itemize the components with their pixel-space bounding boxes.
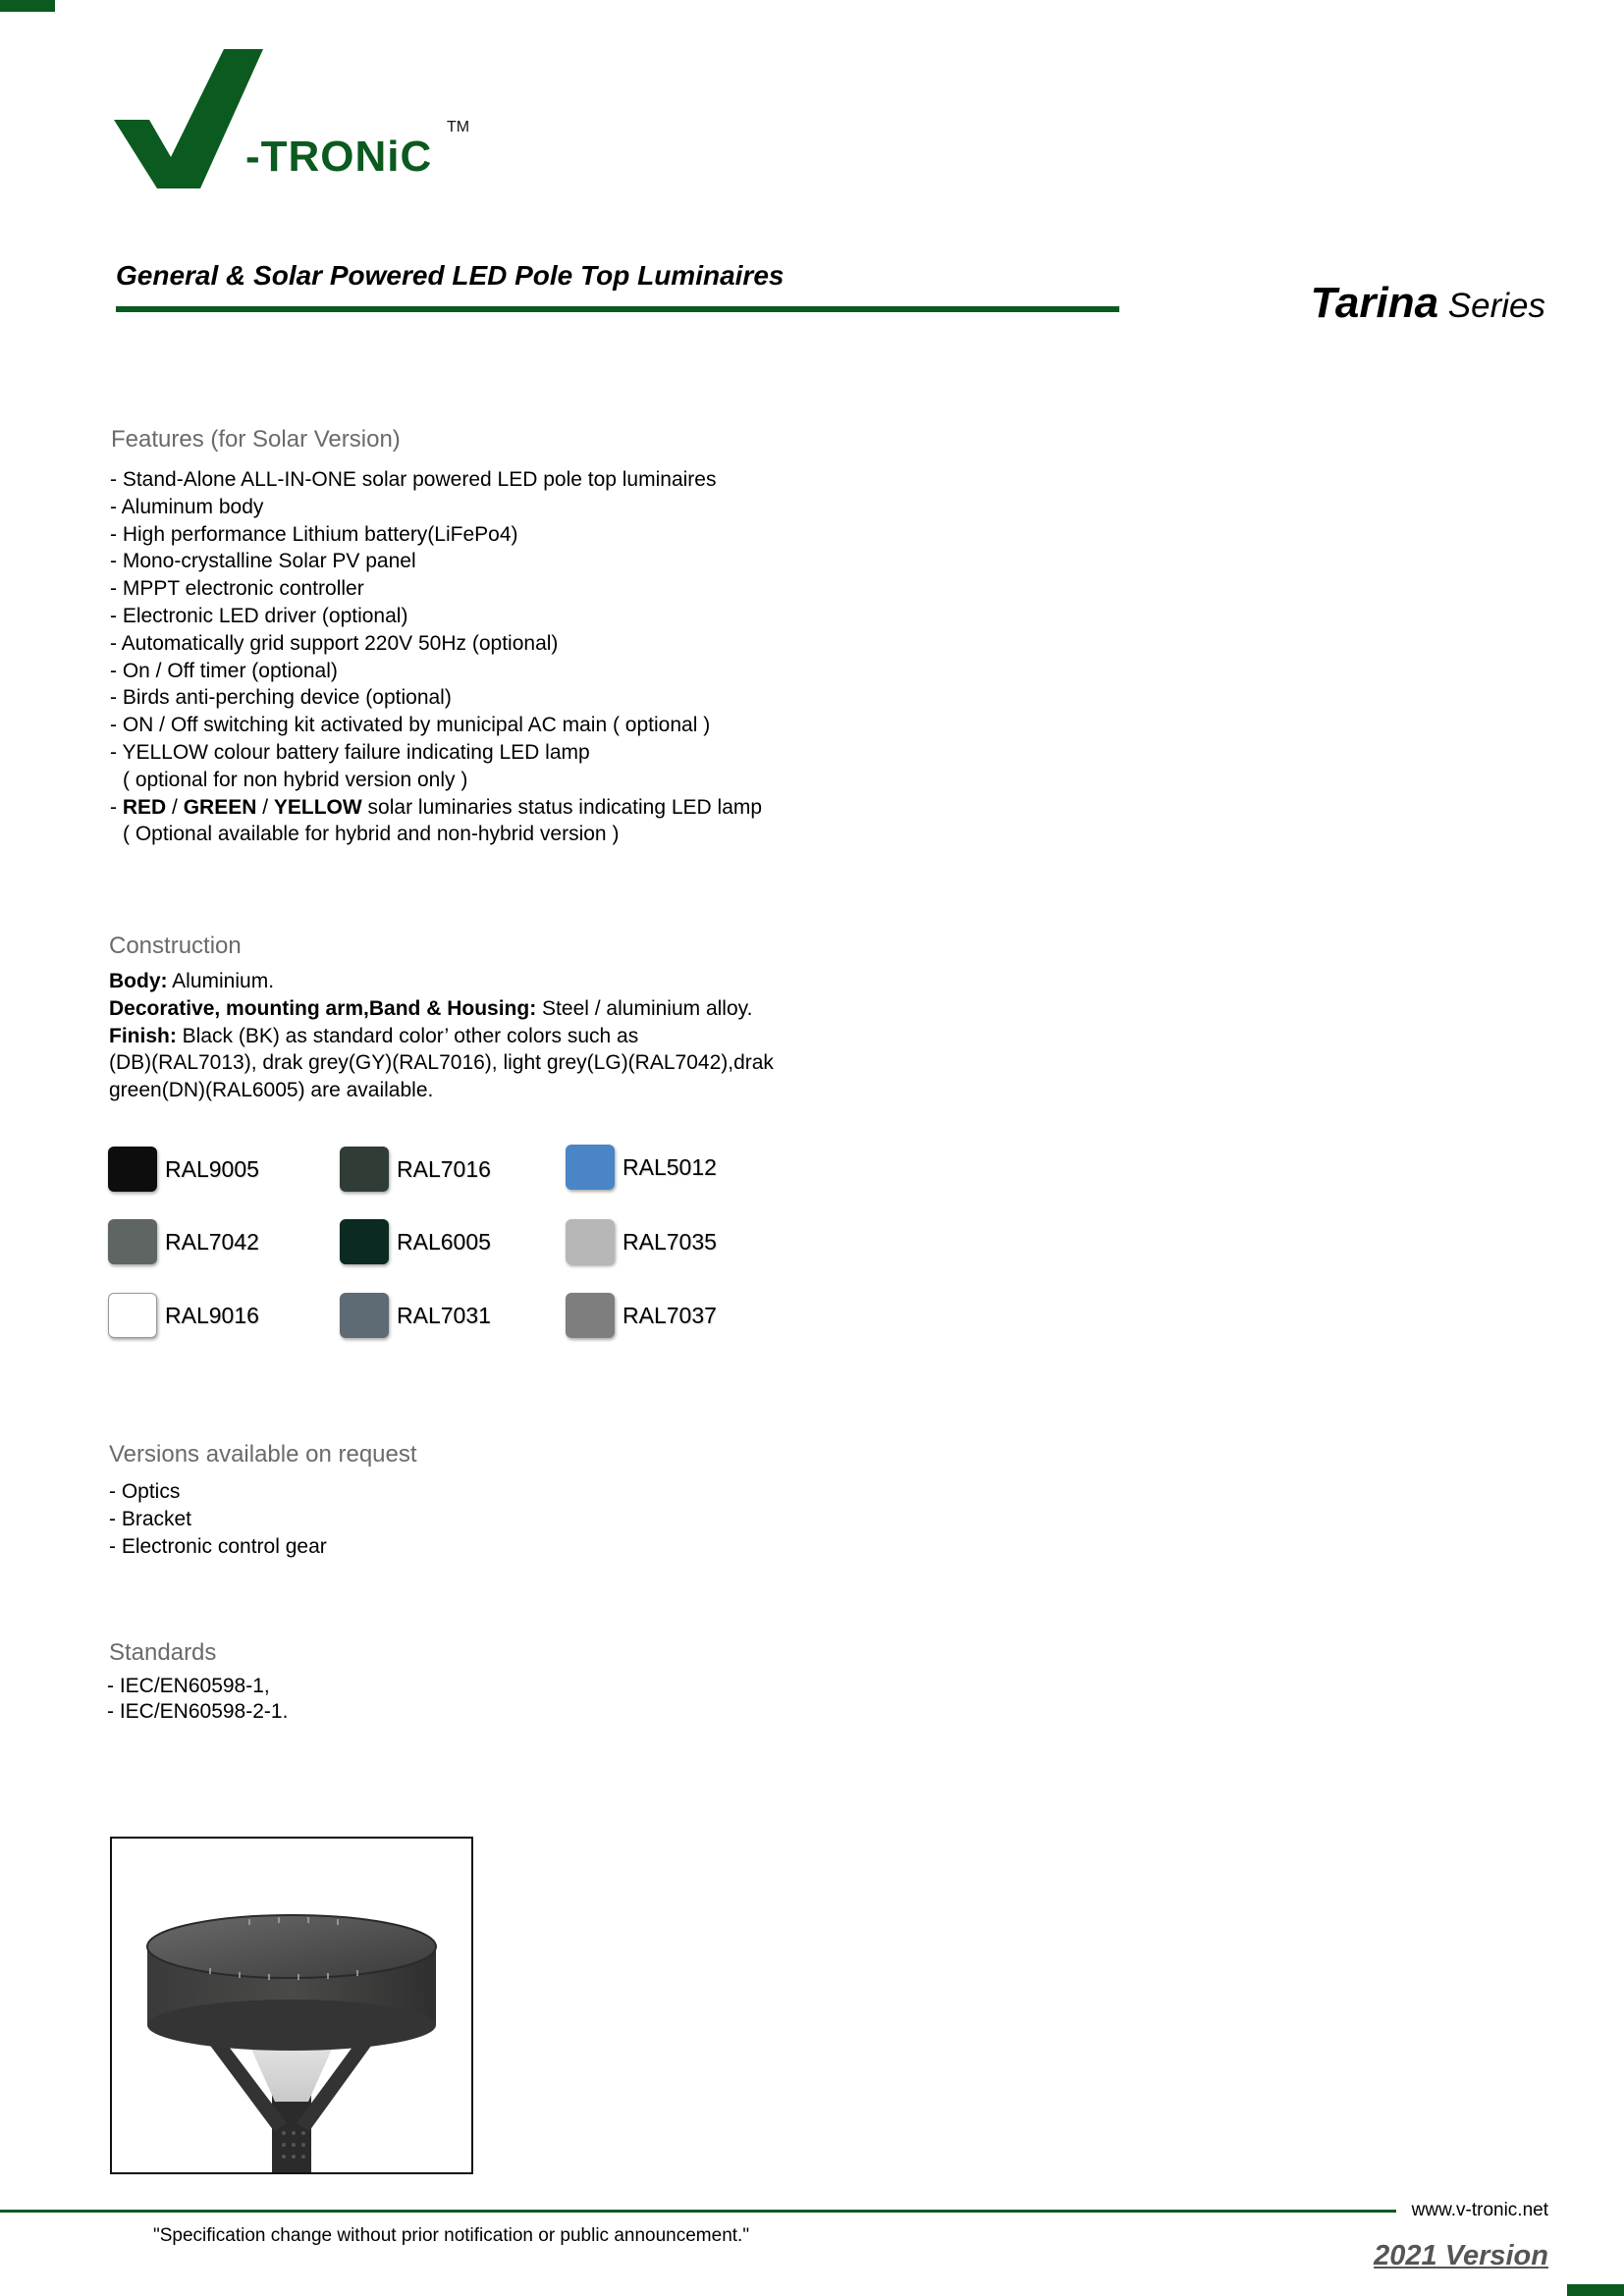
- document-subtitle: General & Solar Powered LED Pole Top Luminaires: [116, 260, 785, 291]
- list-item: - Birds anti-perching device (optional): [110, 686, 452, 710]
- footer-divider: [0, 2210, 1396, 2213]
- body-value: Aluminium.: [167, 970, 275, 992]
- list-item: ( optional for non hybrid version only ): [123, 768, 468, 791]
- list-item: - Electronic LED driver (optional): [110, 604, 408, 627]
- swatch-label: RAL9016: [165, 1302, 259, 1328]
- status-rest: solar luminaries status indicating LED lamp: [361, 795, 763, 819]
- list-item: ( Optional available for hybrid and non-hybrid version ): [123, 823, 620, 846]
- list-item: - Electronic control gear: [109, 1534, 327, 1558]
- swatch-label: RAL7037: [623, 1302, 717, 1328]
- corner-accent-top: [0, 0, 55, 12]
- swatch-chip: [108, 1219, 157, 1264]
- list-item: - Aluminum body: [110, 495, 264, 518]
- swatch-label: RAL7016: [397, 1155, 491, 1182]
- finish-label: Finish:: [109, 1024, 177, 1047]
- swatch-label: RAL7031: [397, 1302, 491, 1328]
- color-swatch: [340, 1219, 491, 1264]
- swatch-chip: [340, 1147, 389, 1192]
- title-divider: [116, 306, 1119, 312]
- swatch-label: RAL7042: [165, 1228, 259, 1255]
- list-item: - Stand-Alone ALL-IN-ONE solar powered LED pole top luminaires: [110, 468, 717, 491]
- swatch-chip: [340, 1293, 389, 1338]
- status-sep: /: [166, 795, 184, 819]
- features-list: [110, 466, 762, 848]
- versions-list: [109, 1478, 327, 1560]
- status-red: RED: [122, 795, 167, 819]
- list-item: - YELLOW colour battery failure indicating LED lamp: [110, 740, 590, 764]
- list-item: - ON / Off switching kit activated by municipal AC main ( optional ): [110, 714, 711, 737]
- series-suffix: Series: [1447, 287, 1545, 325]
- swatch-label: RAL9005: [165, 1155, 259, 1182]
- color-swatch: [566, 1293, 717, 1338]
- trademark-mark: TM: [447, 119, 470, 135]
- corner-accent-bottom: [1567, 2284, 1624, 2296]
- color-swatch: [566, 1219, 717, 1264]
- standards-heading: Standards: [109, 1639, 217, 1666]
- disclaimer-text: "Specification change without prior notification or public announcement.": [153, 2225, 750, 2246]
- construction-text: [109, 968, 774, 1104]
- list-item: - Optics: [109, 1480, 181, 1503]
- status-lamp-item: [110, 794, 762, 822]
- version-label: 2021 Version: [1374, 2240, 1548, 2271]
- finish-line-2: (DB)(RAL7013), drak grey(GY)(RAL7016), light grey(LG)(RAL7042),drak: [109, 1051, 774, 1075]
- finish-value: Black (BK) as standard color’ other colors such as: [176, 1024, 639, 1047]
- color-swatch: [340, 1147, 491, 1192]
- body-line: [109, 968, 774, 995]
- status-prefix: -: [110, 795, 123, 819]
- luminaire-illustration-icon: [112, 1839, 471, 2172]
- swatch-label: RAL5012: [623, 1153, 717, 1180]
- swatch-chip: [108, 1147, 157, 1192]
- brand-logo-text: -TRONiC: [245, 133, 433, 181]
- swatch-chip: [340, 1219, 389, 1264]
- list-item: - High performance Lithium battery(LiFePo4): [110, 522, 518, 546]
- features-heading: Features (for Solar Version): [111, 426, 401, 453]
- status-yellow: YELLOW: [273, 795, 362, 819]
- color-swatch: [108, 1147, 259, 1192]
- color-swatch: [340, 1293, 491, 1338]
- color-swatch: [108, 1219, 259, 1264]
- decorative-line: [109, 995, 774, 1023]
- swatch-chip: [108, 1293, 157, 1338]
- color-swatch-grid: [108, 1147, 736, 1343]
- construction-heading: Construction: [109, 933, 242, 959]
- swatch-chip: [566, 1293, 615, 1338]
- list-item: - IEC/EN60598-2-1.: [107, 1700, 289, 1723]
- list-item: - On / Off timer (optional): [110, 659, 338, 682]
- body-label: Body:: [109, 970, 168, 992]
- swatch-label: RAL6005: [397, 1228, 491, 1255]
- swatch-chip: [566, 1219, 615, 1264]
- status-sep: /: [256, 795, 274, 819]
- list-item: - Bracket: [109, 1507, 192, 1530]
- list-item: - MPPT electronic controller: [110, 577, 364, 601]
- series-title: [1311, 279, 1545, 328]
- list-item: - Automatically grid support 220V 50Hz (optional): [110, 631, 559, 655]
- series-name: Tarina: [1310, 279, 1439, 327]
- color-swatch: [566, 1145, 717, 1190]
- color-swatch: [108, 1293, 259, 1338]
- list-item: - Mono-crystalline Solar PV panel: [110, 550, 416, 573]
- decorative-value: Steel / aluminium alloy.: [536, 996, 753, 1020]
- finish-line-3: green(DN)(RAL6005) are available.: [109, 1079, 434, 1102]
- standards-list: [107, 1674, 288, 1725]
- swatch-chip: [566, 1145, 615, 1190]
- decorative-label: Decorative, mounting arm,Band & Housing:: [109, 996, 537, 1020]
- swatch-label: RAL7035: [623, 1228, 717, 1255]
- status-green: GREEN: [183, 795, 257, 819]
- versions-heading: Versions available on request: [109, 1441, 417, 1468]
- list-item: - IEC/EN60598-1,: [107, 1675, 270, 1697]
- product-image: [110, 1837, 473, 2174]
- finish-line: [109, 1023, 774, 1050]
- website-link[interactable]: www.v-tronic.net: [1411, 2200, 1548, 2220]
